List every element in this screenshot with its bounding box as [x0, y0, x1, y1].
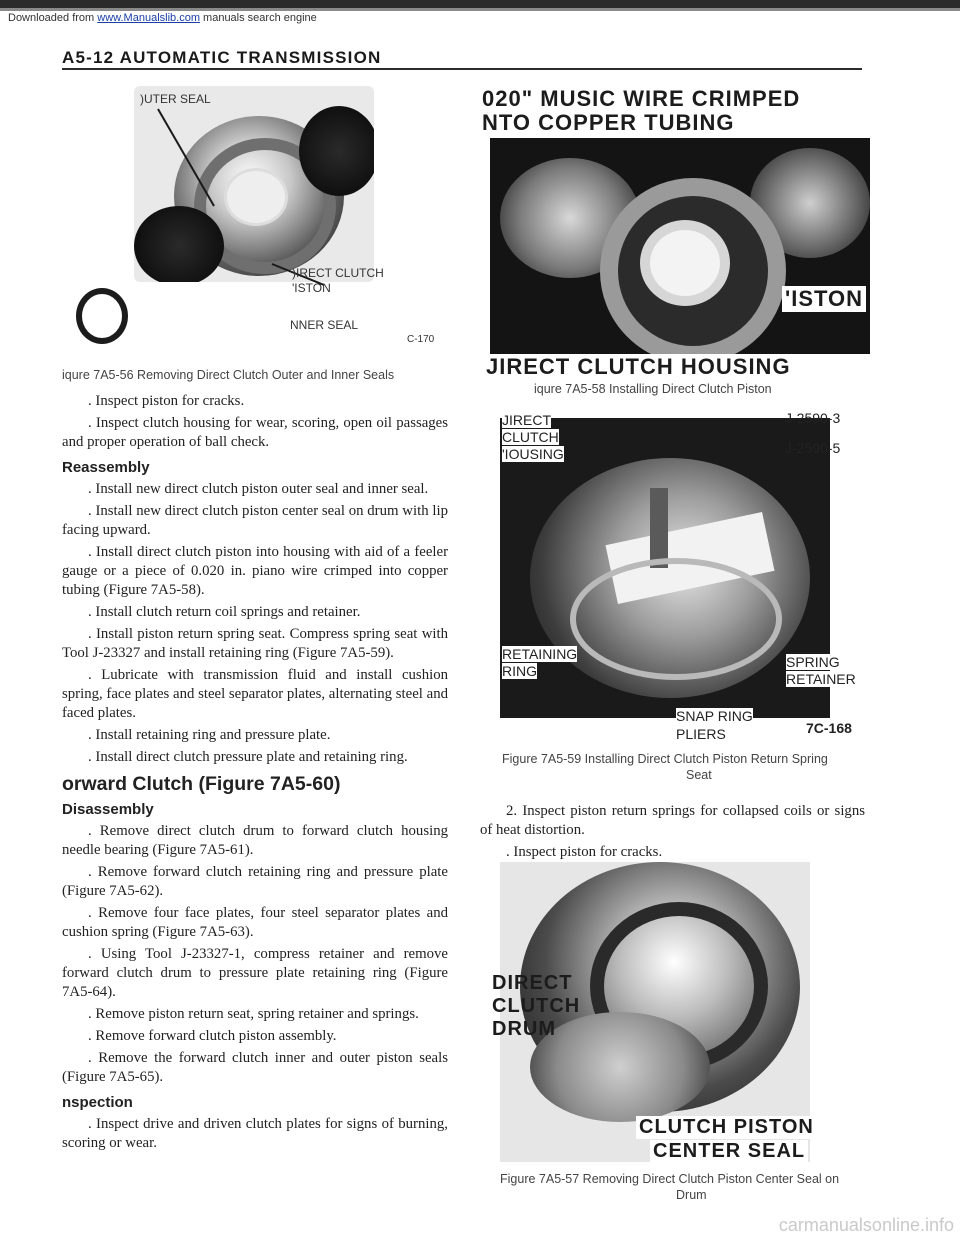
figure-59-code: 7C-168 — [806, 720, 852, 736]
page-top-bar — [0, 0, 960, 8]
disassembly-step-5: . Remove piston return seat, spring retainer and springs. — [88, 1006, 419, 1022]
direct-clutch-drum-label-1: DIRECT — [492, 972, 573, 994]
figure-59-photo — [500, 418, 830, 718]
reassembly-step-8: . Install direct clutch pressure plate and retaining ring. — [88, 749, 408, 765]
direct-clutch-drum-label-2: CLUTCH — [492, 995, 581, 1017]
figure-56-photo — [134, 86, 374, 282]
step-inspect-piston: . Inspect piston for cracks. — [88, 393, 245, 409]
figure-59-caption-line-2: Seat — [686, 768, 712, 782]
disassembly-step-4: . Using Tool J-23327-1, compress retainer and remove forward clutch drum to pressure plate retaining ring (Figure 7A5-64). — [62, 946, 448, 1000]
step-inspect-return-springs: 2. Inspect piston return springs for collapsed coils or signs of heat distortion. — [480, 803, 865, 838]
tool-label-2: J-2590-5 — [785, 440, 841, 456]
heading-disassembly: Disassembly — [62, 801, 154, 818]
download-notice — [8, 12, 317, 24]
step-inspect-housing: . Inspect clutch housing for wear, scoring, open oil passages and proper operation of ball check. — [62, 415, 448, 450]
housing-label-3: 'IOUSING — [502, 446, 564, 462]
inspection-step-1: . Inspect drive and driven clutch plates for signs of burning, scoring or wear. — [62, 1116, 448, 1151]
figure-56-code: C-170 — [407, 334, 435, 345]
figure-7a5-57 — [480, 862, 880, 1212]
disassembly-step-2: . Remove forward clutch retaining ring and pressure plate (Figure 7A5-62). — [62, 864, 448, 899]
figure-56-caption: iqure 7A5-56 Removing Direct Clutch Outer and Inner Seals — [62, 368, 395, 382]
reassembly-step-1: . Install new direct clutch piston outer seal and inner seal. — [88, 481, 429, 497]
left-column-text — [62, 392, 448, 1156]
direct-clutch-housing-label: JIRECT CLUTCH HOUSING — [486, 354, 791, 379]
housing-label-1: JIRECT — [502, 412, 551, 428]
manualslib-link[interactable]: www.Manualslib.com — [97, 12, 200, 24]
watermark-footer: carmanualsonline.info — [778, 1215, 954, 1235]
page-header: A5-12 AUTOMATIC TRANSMISSION — [62, 48, 382, 67]
piston-label: 'ISTON — [782, 286, 866, 312]
download-suffix: manuals search engine — [199, 12, 317, 24]
retaining-ring-label-2: RING — [502, 663, 537, 679]
housing-label-2: CLUTCH — [502, 429, 559, 445]
figure-57-caption-line-1: Figure 7A5-57 Removing Direct Clutch Piston Center Seal on — [500, 1172, 840, 1186]
right-column-text — [480, 802, 865, 865]
figure-58-caption: iqure 7A5-58 Installing Direct Clutch Piston — [534, 382, 772, 396]
step-inspect-piston-cracks: . Inspect piston for cracks. — [506, 844, 663, 860]
direct-clutch-drum-label-3: DRUM — [492, 1018, 556, 1040]
figure-7a5-56 — [62, 78, 457, 382]
reassembly-step-4: . Install clutch return coil springs and retainer. — [88, 604, 361, 620]
figure-7a5-59 — [480, 400, 880, 790]
retaining-ring-label-1: RETAINING — [502, 646, 578, 662]
disassembly-step-3: . Remove four face plates, four steel separator plates and cushion spring (Figure 7A5-63). — [62, 905, 448, 940]
reassembly-step-6: . Lubricate with transmission fluid and install cushion spring, face plates and steel separator plates, alternating steel and faced plates. — [62, 667, 448, 721]
spring-retainer-label-2: RETAINER — [786, 671, 856, 687]
disassembly-step-1: . Remove direct clutch drum to forward clutch housing needle bearing (Figure 7A5-61). — [62, 823, 448, 858]
heading-reassembly: Reassembly — [62, 459, 150, 476]
figure-59-caption-line-1: Figure 7A5-59 Installing Direct Clutch Piston Return Spring — [502, 752, 828, 766]
center-seal-label-1: CLUTCH PISTON — [636, 1116, 817, 1139]
tool-label-1: J-2590-3 — [785, 410, 841, 426]
inner-seal-label: NNER SEAL — [290, 318, 359, 332]
figure-57-caption-line-2: Drum — [676, 1188, 707, 1202]
header-rule — [62, 68, 862, 70]
download-prefix: Downloaded from — [8, 12, 98, 24]
spring-retainer-label-1: SPRING — [786, 654, 840, 670]
figure-58-title-line-2: NTO COPPER TUBING — [482, 110, 735, 135]
heading-forward-clutch: orward Clutch (Figure 7A5-60) — [62, 773, 341, 795]
reassembly-step-2: . Install new direct clutch piston center seal on drum with lip facing upward. — [62, 503, 448, 538]
figure-7a5-58 — [480, 82, 880, 402]
disassembly-step-6: . Remove forward clutch piston assembly. — [88, 1028, 337, 1044]
direct-clutch-piston-label-1: )IRECT CLUTCH — [292, 266, 384, 280]
reassembly-step-5: . Install piston return spring seat. Compress spring seat with Tool J-23327 and install retaining ring (Figure 7A5-59). — [62, 626, 448, 661]
center-seal-label-2: CENTER SEAL — [650, 1140, 808, 1163]
heading-inspection: nspection — [62, 1094, 133, 1111]
outer-seal-label: )UTER SEAL — [140, 92, 211, 106]
reassembly-step-3: . Install direct clutch piston into housing with aid of a feeler gauge or a piece of 0.020 in. piano wire crimped into copper tubing (Figure 7A5-58). — [62, 544, 448, 598]
figure-58-title-line-1: 020" MUSIC WIRE CRIMPED — [482, 86, 801, 111]
snap-ring-pliers-label-2: PLIERS — [676, 726, 726, 742]
inner-seal-ring — [76, 288, 128, 344]
snap-ring-pliers-label-1: SNAP RING — [676, 708, 753, 724]
disassembly-step-7: . Remove the forward clutch inner and outer piston seals (Figure 7A5-65). — [62, 1050, 448, 1085]
reassembly-step-7: . Install retaining ring and pressure plate. — [88, 727, 331, 743]
direct-clutch-piston-label-2: 'ISTON — [292, 281, 331, 295]
figure-58-photo — [490, 138, 870, 354]
page-top-rule — [0, 8, 960, 11]
